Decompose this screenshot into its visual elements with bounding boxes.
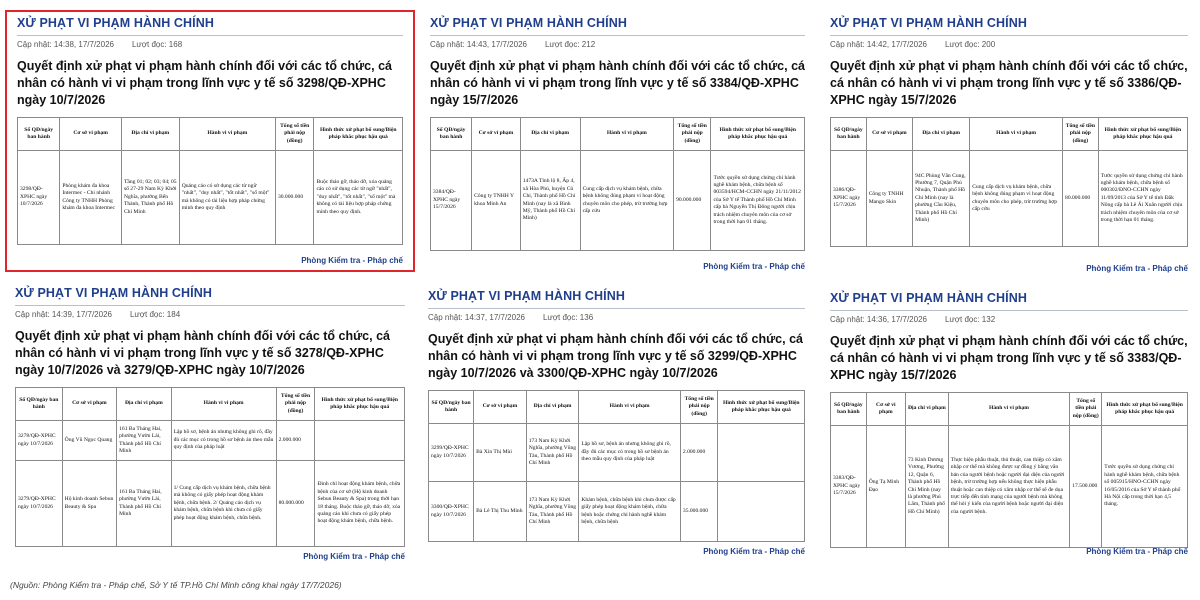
col-header: Hình thức xử phạt bổ sung/Biện pháp khắc phục hậu quả	[711, 118, 805, 151]
col-header: Hình thức xử phạt bổ sung/Biện pháp khắc phục hậu quả	[718, 391, 805, 424]
cell-penalty: Tước quyền sử dụng chứng chỉ hành nghề khám bệnh, chữa bệnh số 000302/ĐNO-CCHN ngày 11/09/2013 của Sở Y tế tỉnh Đắk Nông cấp bà Lê Ái Xuân người chịu trách nhiệm chuyên môn của cơ sở trong thời hạn 01 tháng.	[1098, 151, 1187, 247]
cell-violation: Lập hồ sơ, bệnh án nhưng không ghi rõ, đầy đủ các mục có trong hồ sơ bệnh án theo mẫu quy định của pháp luật	[171, 421, 276, 461]
col-header: Hành vi vi phạm	[948, 393, 1069, 426]
card-title[interactable]: Quyết định xử phạt vi phạm hành chính đối với các tổ chức, cá nhân có hành vi vi phạm trong lĩnh vực y tế số 3278/QĐ-XPHC ngày 10/7/2026 và 3279/QĐ-XPHC ngày 10/7/2026	[15, 329, 390, 377]
card-title[interactable]: Quyết định xử phạt vi phạm hành chính đối với các tổ chức, cá nhân có hành vi vi phạm trong lĩnh vực y tế số 3386/QĐ-XPHC ngày 15/7/2026	[830, 59, 1188, 107]
col-header: Tổng số tiền phải nộp (đồng)	[1070, 393, 1102, 426]
cell-penalty	[718, 424, 805, 482]
col-header: Cơ sở vi phạm	[62, 388, 116, 421]
col-header: Cơ sở vi phạm	[474, 391, 527, 424]
table-row	[16, 461, 405, 547]
view-count: Lượt đọc: 184	[129, 310, 181, 319]
col-header: Số QĐ/ngày ban hành	[431, 118, 472, 151]
department-footer: Phòng Kiểm tra - Pháp chế	[1086, 264, 1188, 273]
view-count: Lượt đọc: 212	[544, 40, 596, 49]
col-header: Hành vi vi phạm	[579, 391, 681, 424]
cell-penalty: Tước quyền sử dụng chứng chỉ hành nghề khám bệnh, chữa bệnh số 003594/HCM-CCHN ngày 21/11/2012 của Sở Y tế Thành phố Hồ Chí Minh cấp bà Nguyễn Thị Đông người chịu trách nhiệm chuyên môn của cơ sở trong thời hạn 01 tháng.	[711, 151, 805, 251]
cell-amount: 17.500.000	[1070, 426, 1102, 548]
col-header: Tổng số tiền phải nộp (đồng)	[674, 118, 711, 151]
section-header: XỬ PHẠT VI PHẠM HÀNH CHÍNH	[15, 286, 213, 300]
cell-violation: Khám bệnh, chữa bệnh khi chưa được cấp giấy phép hoạt động khám bệnh, chữa bệnh hoặc chứng chỉ hành nghề khám bệnh, chữa bệnh	[579, 482, 681, 542]
col-header: Số QĐ/ngày ban hành	[831, 393, 867, 426]
table-header-row	[831, 118, 1188, 151]
cell-address: 173 Nam Kỳ Khởi Nghĩa, phường Vũng Tàu, Thành phố Hồ Chí Minh	[526, 424, 579, 482]
updated-time: Cập nhật: 14:38, 17/7/2026	[17, 40, 114, 49]
table-header-row	[18, 118, 403, 151]
cell-facility: Công ty TNHH Y khoa Minh An	[472, 151, 521, 251]
source-note: (Nguồn: Phòng Kiểm tra - Pháp chế, Sở Y tế TP.Hồ Chí Minh công khai ngày 17/7/2026)	[10, 580, 342, 590]
updated-time: Cập nhật: 14:43, 17/7/2026	[430, 40, 527, 49]
cell-violation: Quảng cáo có sử dụng các từ ngữ "nhất", "duy nhất", "tốt nhất", "số một" mà không có tài liệu hợp pháp chứng minh theo quy định	[179, 151, 275, 245]
section-header: XỬ PHẠT VI PHẠM HÀNH CHÍNH	[428, 289, 626, 303]
cell-penalty: Đình chỉ hoạt động khám bệnh, chữa bệnh của cơ sở (Hộ kinh doanh Sebun Beauty & Spa) trong thời hạn 18 tháng. Buộc tháo gỡ, tháo dỡ, xóa quảng cáo khi chưa có giấy phép hoạt động khám bệnh, chữa bệnh.	[315, 461, 405, 547]
cell-penalty	[315, 421, 405, 461]
cell-violation: Lập hồ sơ, bệnh án nhưng không ghi rõ, đầy đủ các mục có trong hồ sơ bệnh án theo mẫu quy định của pháp luật	[579, 424, 681, 482]
col-header: Hình thức xử phạt bổ sung/Biện pháp khắc phục hậu quả	[315, 388, 405, 421]
updated-time: Cập nhật: 14:37, 17/7/2026	[428, 313, 525, 322]
col-header: Tổng số tiền phải nộp (đồng)	[275, 118, 314, 151]
cell-penalty: Buộc tháo gỡ, tháo dỡ, xóa quảng cáo có sử dụng các từ ngữ "nhất", "duy nhất", "tốt nhất", "số một" mà không có tài liệu hợp pháp chứng minh theo quy định.	[314, 151, 403, 245]
table-row	[429, 424, 805, 482]
department-footer: Phòng Kiểm tra - Pháp chế	[703, 262, 805, 271]
col-header: Địa chỉ vi phạm	[117, 388, 171, 421]
col-header: Hành vi vi phạm	[580, 118, 674, 151]
cell-address: Tầng 01; 02; 03; 04; 05 số 27-29 Nam Kỳ Khởi Nghĩa, phường Bến Thành, Thành phố Hồ Chí Minh	[121, 151, 179, 245]
divider	[830, 35, 1188, 36]
table-row	[16, 421, 405, 461]
card-title[interactable]: Quyết định xử phạt vi phạm hành chính đối với các tổ chức, cá nhân có hành vi vi phạm trong lĩnh vực y tế số 3298/QĐ-XPHC ngày 10/7/2026	[17, 59, 392, 107]
col-header: Hình thức xử phạt bổ sung/Biện pháp khắc phục hậu quả	[1098, 118, 1187, 151]
table-row	[431, 151, 805, 251]
cell-amount: 80.000.000	[276, 461, 315, 547]
table-header-row	[429, 391, 805, 424]
table-row	[831, 426, 1188, 548]
cell-amount: 2.000.000	[276, 421, 315, 461]
department-footer: Phòng Kiểm tra - Pháp chế	[303, 552, 405, 561]
cell-address: 94C Phùng Văn Cung, Phường 7, Quận Phú Nhuận, Thành phố Hồ Chí Minh (nay là phường Cầu Kiệu, Thành phố Hồ Chí Minh)	[913, 151, 970, 247]
cell-facility: Ông Tạ Minh Đạo	[866, 426, 905, 548]
col-header: Địa chỉ vi phạm	[121, 118, 179, 151]
divider	[15, 305, 405, 306]
divider	[17, 35, 403, 36]
news-card[interactable]	[5, 10, 415, 272]
cell-decision-no: 3383/QĐ-XPHC ngày 15/7/2026	[831, 426, 867, 548]
col-header: Số QĐ/ngày ban hành	[16, 388, 63, 421]
cell-facility: Bà Lê Thị Thu Minh	[474, 482, 527, 542]
department-footer: Phòng Kiểm tra - Pháp chế	[703, 547, 805, 556]
card-title[interactable]: Quyết định xử phạt vi phạm hành chính đối với các tổ chức, cá nhân có hành vi vi phạm trong lĩnh vực y tế số 3384/QĐ-XPHC ngày 15/7/2026	[430, 59, 805, 107]
col-header: Số QĐ/ngày ban hành	[831, 118, 867, 151]
news-card[interactable]	[420, 12, 815, 280]
cell-address: 173 Nam Kỳ Khởi Nghĩa, phường Vũng Tàu, Thành phố Hồ Chí Minh	[526, 482, 579, 542]
cell-amount: 35.000.000	[680, 482, 718, 542]
table-header-row	[16, 388, 405, 421]
table-header-row	[431, 118, 805, 151]
col-header: Hành vi vi phạm	[970, 118, 1063, 151]
cell-amount: 80.000.000	[1063, 151, 1099, 247]
section-header: XỬ PHẠT VI PHẠM HÀNH CHÍNH	[830, 16, 1028, 30]
table-row	[18, 151, 403, 245]
view-count: Lượt đọc: 200	[944, 40, 996, 49]
department-footer: Phòng Kiểm tra - Pháp chế	[1086, 547, 1188, 556]
cell-amount: 2.000.000	[680, 424, 718, 482]
cell-decision-no: 3384/QĐ-XPHC ngày 15/7/2026	[431, 151, 472, 251]
cell-penalty: Tước quyền sử dụng chứng chỉ hành nghề khám bệnh, chữa bệnh số 005915/HNO-CCHN ngày 16/05/2016 của Sở Y tế thành phố Hà Nội cấp trong thời hạn 4,5 tháng.	[1102, 426, 1188, 548]
cell-facility: Công ty TNHH Mango Skin	[866, 151, 912, 247]
view-count: Lượt đọc: 136	[542, 313, 594, 322]
divider	[428, 308, 805, 309]
updated-time: Cập nhật: 14:42, 17/7/2026	[830, 40, 927, 49]
divider	[830, 310, 1188, 311]
section-header: XỬ PHẠT VI PHẠM HÀNH CHÍNH	[17, 16, 215, 30]
table-header-row	[831, 393, 1188, 426]
col-header: Cơ sở vi phạm	[866, 393, 905, 426]
card-title[interactable]: Quyết định xử phạt vi phạm hành chính đối với các tổ chức, cá nhân có hành vi vi phạm trong lĩnh vực y tế số 3383/QĐ-XPHC ngày 15/7/2026	[830, 334, 1188, 382]
cell-violation: 1/ Cung cấp dịch vụ khám bệnh, chữa bệnh mà không có giấy phép hoạt động khám bệnh, chữa bệnh. 2/ Quảng cáo dịch vụ khám bệnh, chữa bệnh khi chưa có giấy phép hoạt động khám bệnh, chữa bệnh.	[171, 461, 276, 547]
card-title[interactable]: Quyết định xử phạt vi phạm hành chính đối với các tổ chức, cá nhân có hành vi vi phạm trong lĩnh vực y tế số 3299/QĐ-XPHC ngày 10/7/2026 và 3300/QĐ-XPHC ngày 10/7/2026	[428, 332, 803, 380]
cell-decision-no: 3300/QĐ-XPHC ngày 10/7/2026	[429, 482, 474, 542]
view-count: Lượt đọc: 132	[944, 315, 996, 324]
col-header: Tổng số tiền phải nộp (đồng)	[680, 391, 718, 424]
col-header: Địa chỉ vi phạm	[526, 391, 579, 424]
cell-facility: Hộ kinh doanh Sebun Beauty & Spa	[62, 461, 116, 547]
section-header: XỬ PHẠT VI PHẠM HÀNH CHÍNH	[830, 291, 1028, 305]
cell-penalty	[718, 482, 805, 542]
cell-decision-no: 3278/QĐ-XPHC ngày 10/7/2026	[16, 421, 63, 461]
col-header: Cơ sở vi phạm	[60, 118, 122, 151]
col-header: Số QĐ/ngày ban hành	[18, 118, 60, 151]
violation-table	[15, 387, 405, 547]
updated-time: Cập nhật: 14:36, 17/7/2026	[830, 315, 927, 324]
violation-table	[430, 117, 805, 251]
department-footer: Phòng Kiểm tra - Pháp chế	[301, 256, 403, 265]
divider	[430, 35, 805, 36]
section-header: XỬ PHẠT VI PHẠM HÀNH CHÍNH	[430, 16, 628, 30]
table-row	[831, 151, 1188, 247]
cell-facility: Phòng khám đa khoa Intermec - Chi nhánh Công ty TNHH Phòng khám đa khoa Intermec	[60, 151, 122, 245]
table-row	[429, 482, 805, 542]
cell-facility: Ông Vũ Ngọc Quang	[62, 421, 116, 461]
cell-address: 1473A Tỉnh lộ 8, Ấp 4, xã Hòa Phú, huyện Củ Chi, Thành phố Hồ Chí Minh (nay là xã Bình Mỹ, Thành phố Hồ Chí Minh)	[520, 151, 580, 251]
cell-address: 73 Kinh Dương Vương, Phường 12, Quận 6, Thành phố Hồ Chí Minh (nay là phường Phú Lâm, Thành phố Hồ Chí Minh)	[905, 426, 948, 548]
violation-table	[428, 390, 805, 542]
col-header: Tổng số tiền phải nộp (đồng)	[276, 388, 315, 421]
cell-address: 161 Ba Tháng Hai, phường Vườn Lài, Thành phố Hồ Chí Minh	[117, 421, 171, 461]
col-header: Tổng số tiền phải nộp (đồng)	[1063, 118, 1099, 151]
violation-table	[830, 392, 1188, 548]
col-header: Địa chỉ vi phạm	[905, 393, 948, 426]
cell-decision-no: 3299/QĐ-XPHC ngày 10/7/2026	[429, 424, 474, 482]
cell-address: 161 Ba Tháng Hai, phường Vườn Lài, Thành phố Hồ Chí Minh	[117, 461, 171, 547]
updated-time: Cập nhật: 14:39, 17/7/2026	[15, 310, 112, 319]
col-header: Hình thức xử phạt bổ sung/Biện pháp khắc phục hậu quả	[1102, 393, 1188, 426]
cell-amount: 90.000.000	[674, 151, 711, 251]
cell-decision-no: 3279/QĐ-XPHC ngày 10/7/2026	[16, 461, 63, 547]
cell-facility: Bà Xin Thị Mùi	[474, 424, 527, 482]
cell-violation: Cung cấp dịch vụ khám bệnh, chữa bệnh không đúng phạm vi hoạt động chuyên môn cho phép, trừ trường hợp cấp cứu	[970, 151, 1063, 247]
col-header: Địa chỉ vi phạm	[520, 118, 580, 151]
news-card[interactable]	[820, 12, 1198, 280]
col-header: Hình thức xử phạt bổ sung/Biện pháp khắc phục hậu quả	[314, 118, 403, 151]
col-header: Số QĐ/ngày ban hành	[429, 391, 474, 424]
cell-violation: Thực hiện phẫu thuật, thủ thuật, can thiệp có xâm nhập cơ thể mà không được sự đồng ý bằng văn bản của người bệnh hoặc người đại diện của người bệnh, trừ trường hợp nếu không thực hiện phẫu thuật hoặc can thiệp có xâm nhập cơ thể sẽ đe dọa trực tiếp đến tính mạng của người bệnh mà không thể hỏi ý kiến của người bệnh hoặc người đại diện của người bệnh.	[948, 426, 1069, 548]
col-header: Địa chỉ vi phạm	[913, 118, 970, 151]
violation-table	[830, 117, 1188, 247]
col-header: Hành vi vi phạm	[179, 118, 275, 151]
violation-table	[17, 117, 403, 245]
news-card[interactable]	[820, 287, 1198, 570]
col-header: Cơ sở vi phạm	[866, 118, 912, 151]
col-header: Hành vi vi phạm	[171, 388, 276, 421]
cell-decision-no: 3386/QĐ-XPHC ngày 15/7/2026	[831, 151, 867, 247]
col-header: Cơ sở vi phạm	[472, 118, 521, 151]
view-count: Lượt đọc: 168	[131, 40, 183, 49]
cell-violation: Cung cấp dịch vụ khám bệnh, chữa bệnh không đúng phạm vi hoạt động chuyên môn cho phép, trừ trường hợp cấp cứu	[580, 151, 674, 251]
cell-amount: 30.000.000	[275, 151, 314, 245]
cell-decision-no: 3298/QĐ-XPHC ngày 10/7/2026	[18, 151, 60, 245]
news-card[interactable]	[5, 282, 415, 572]
news-card[interactable]	[418, 285, 815, 570]
